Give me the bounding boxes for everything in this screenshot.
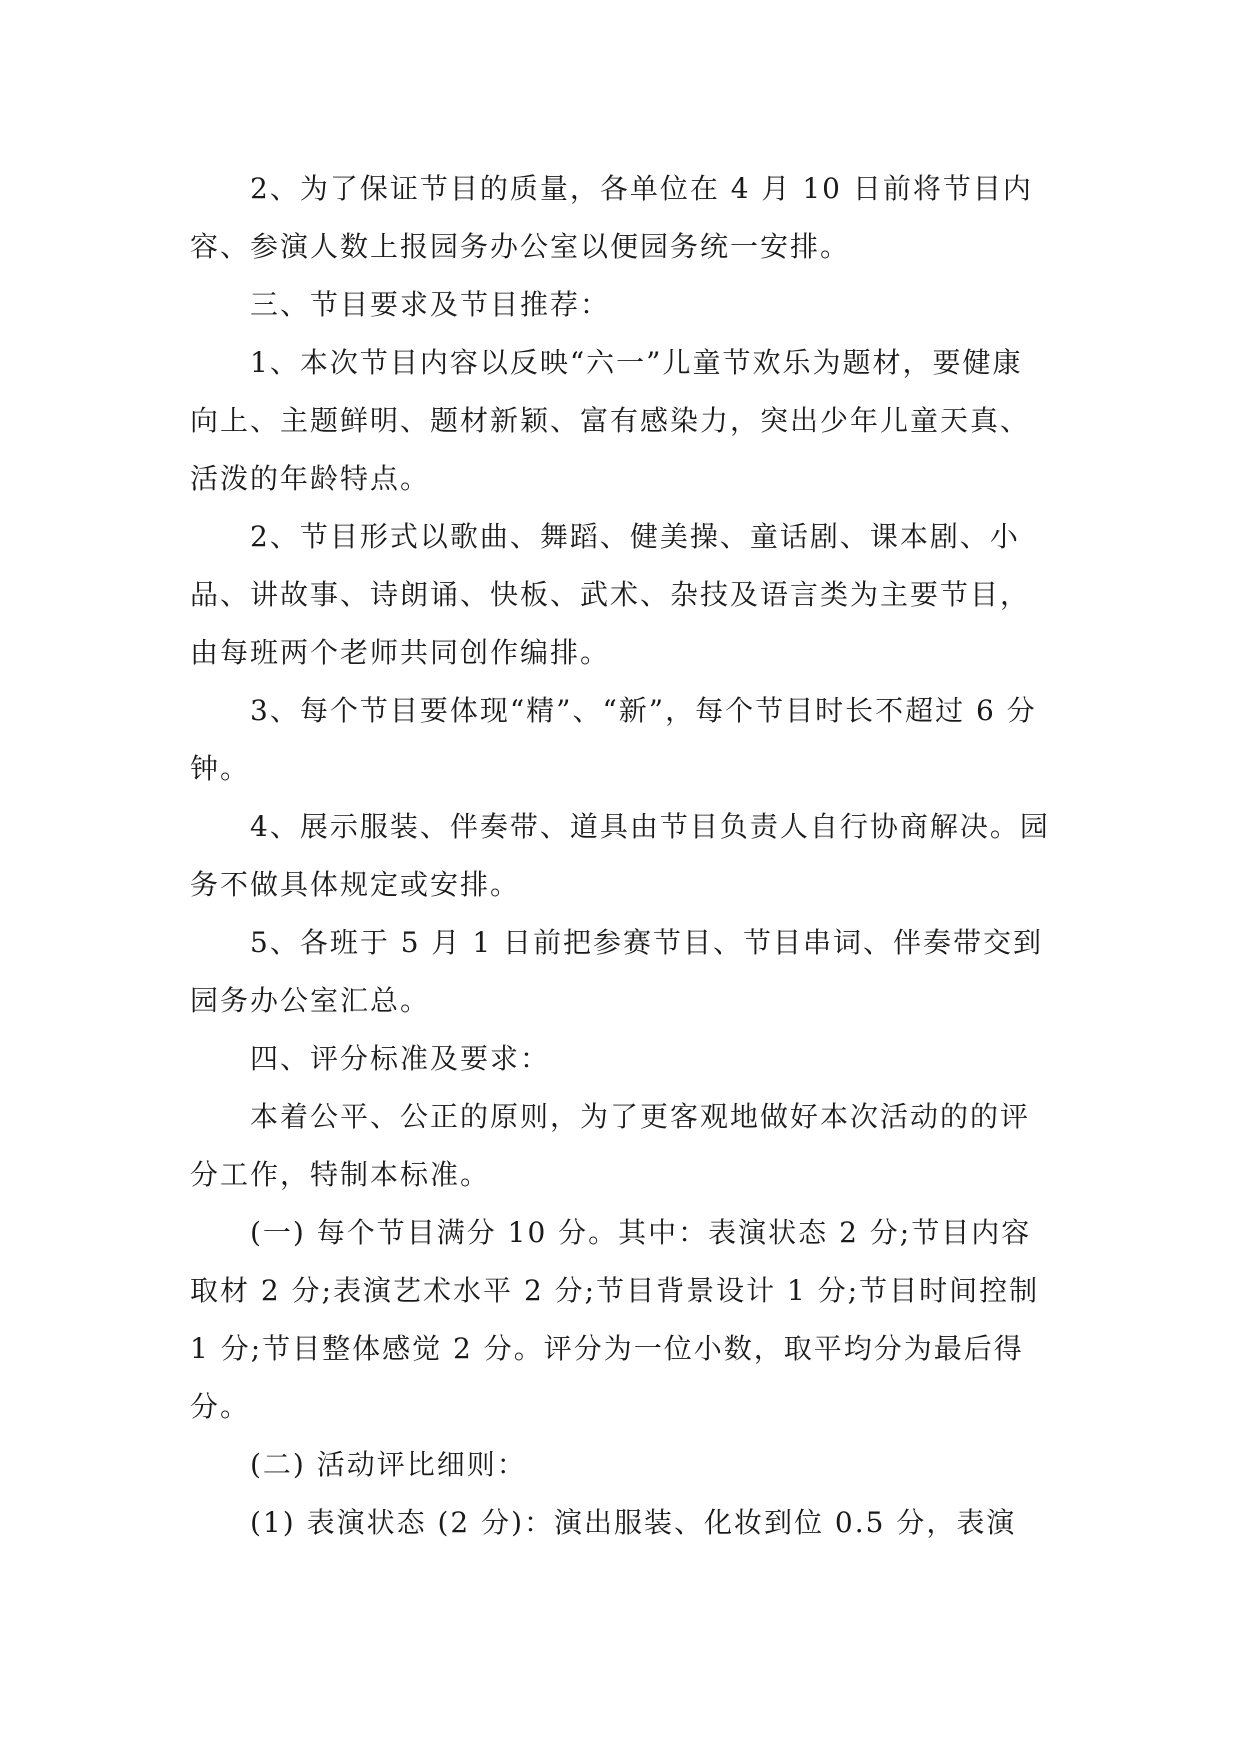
heading-scoring-criteria: 四、评分标准及要求： bbox=[250, 1042, 551, 1075]
document-body bbox=[190, 160, 1050, 1552]
paragraph-costumes-props: 4、展示服装、伴奏带、道具由节目负责人自行协商解决。园务不做具体规定或安排。 bbox=[190, 810, 1050, 901]
paragraph-scoring-principle: 本着公平、公正的原则，为了更客观地做好本次活动的的评分工作，特制本标准。 bbox=[190, 1100, 1031, 1191]
paragraph-program-duration: 3、每个节目要体现“精”、“新”，每个节目时长不超过 6 分钟。 bbox=[190, 694, 1037, 785]
paragraph-submission-deadline: 2、为了保证节目的质量，各单位在 4 月 10 日前将节目内容、参演人数上报园务办公室以便园务统一安排。 bbox=[190, 172, 1033, 263]
paragraph-score-breakdown: (一) 每个节目满分 10 分。其中：表演状态 2 分;节目内容取材 2 分;表演艺术水平 2 分;节目背景设计 1 分;节目时间控制 1 分;节目整体感觉 2 分。评分为一位小数，取平均分为最后得分。 bbox=[190, 1216, 1040, 1423]
paragraph-program-forms: 2、节目形式以歌曲、舞蹈、健美操、童话剧、课本剧、小品、讲故事、诗朗诵、快板、武术、杂技及语言类为主要节目，由每班两个老师共同创作编排。 bbox=[190, 520, 1031, 669]
heading-evaluation-details: (二) 活动评比细则： bbox=[250, 1448, 527, 1481]
heading-program-requirements: 三、节目要求及节目推荐： bbox=[250, 288, 611, 321]
paragraph-program-theme: 1、本次节目内容以反映“六一”儿童节欢乐为题材，要健康向上、主题鲜明、题材新颖、富有感染力，突出少年儿童天真、活泼的年龄特点。 bbox=[190, 346, 1031, 495]
paragraph-performance-status: (1) 表演状态 (2 分)：演出服装、化妆到位 0.5 分，表演 bbox=[250, 1506, 1017, 1539]
paragraph-materials-deadline: 5、各班于 5 月 1 日前把参赛节目、节目串词、伴奏带交到园务办公室汇总。 bbox=[190, 926, 1044, 1017]
